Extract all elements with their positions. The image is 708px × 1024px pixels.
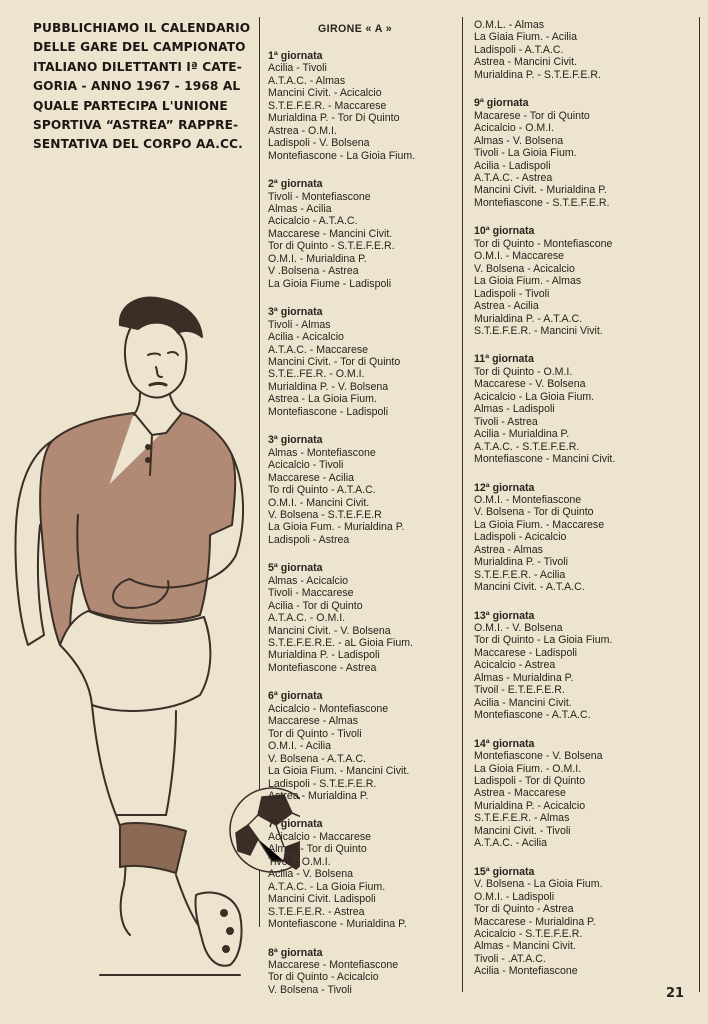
match-line: V. Bolsena - S.T.E.F.E.R [268, 508, 382, 521]
match-line: A.T.A.C. - Almas [268, 74, 346, 87]
match-line: Mancini Civit. - A.T.A.C. [474, 581, 585, 594]
match-line: S.T.E.F.E.R. - Maccarese [268, 99, 387, 112]
match-line: O.M.I. - Mancini Civit. [268, 496, 370, 509]
schedule-column-right [474, 19, 696, 994]
match-line: La Gioia Fum. - Murialdina P. [268, 521, 405, 534]
matchday-title: 13ª giornata [474, 609, 535, 622]
match-line: La Gioia Fium. - Maccarese [474, 518, 605, 531]
match-line: Tor di Quinto - Tivoli [268, 727, 362, 740]
matchday-block [474, 97, 696, 209]
match-line: Murialdina P. - Tivoli [474, 556, 569, 569]
matchday-title: 5ª giornata [268, 562, 323, 575]
match-line: V. Bolsena - Acicalcio [474, 262, 575, 275]
match-line: Murialdina P. - A.T.A.C. [474, 312, 583, 325]
intro-line: GORIA - ANNO 1967 - 1968 AL [33, 79, 241, 94]
match-line: Astrea - Maccarese [474, 787, 566, 800]
matchday-block [268, 306, 458, 418]
match-line: Acicalcio - A.T.A.C. [268, 215, 358, 228]
match-line: A.T.A.C. - S.T.E.F.E.R. [474, 440, 580, 453]
matchday-title: 3ª giornata [268, 306, 323, 319]
match-line: Tor di Quinto - La Gioia Fium. [474, 634, 613, 647]
match-line: Tivoli - Montefiascone [268, 190, 371, 203]
match-line: Maccarese - Ladispoli [474, 646, 578, 659]
match-line: Tor di Quinto - S.T.E.F.E.R. [268, 240, 395, 253]
matchday-block [474, 482, 696, 594]
match-line: Astrea - La Gioia Fium. [268, 393, 377, 406]
match-line: A.T.A.C. - Acilia [474, 837, 547, 850]
match-line: Murialdina P. - Ladispoli [268, 649, 380, 662]
match-line: V. Bolsena - Tor di Quinto [474, 506, 594, 519]
match-line: Acicalcio - O.M.I. [474, 122, 555, 135]
match-line: Mancini Civit. Ladispoli [268, 893, 376, 906]
match-line: Tor di Quinto - Acicalcio [268, 971, 379, 984]
match-line: Acicalcio - Montefiascone [268, 702, 389, 715]
match-line: La Giaia Fium. - Acilia [474, 31, 578, 44]
match-line: Mancini Civit. - Murialdina P. [474, 184, 607, 197]
match-line: Tor di Quinto - O.M.I. [474, 365, 573, 378]
matchday-title: 7ª giornata [268, 818, 323, 831]
match-line: Acicalcio - Astrea [474, 659, 556, 672]
match-line: A.T.A.C. - Maccarese [268, 343, 369, 356]
match-line: S.T.E.F.E.R.E. - aL Gioia Fium. [268, 637, 414, 650]
match-line: Tivoli - Maccarese [268, 587, 354, 600]
match-line: Maccarese - V. Bolsena [474, 378, 586, 391]
match-line: V. Bolsena - La Gioia Fium. [474, 878, 603, 891]
matchday-block [268, 690, 458, 802]
match-line: Ladispoli - Acicalcio [474, 531, 567, 544]
matchday-title: 3ª giornata [268, 434, 323, 447]
match-line: Ladispoli - Tivoli [474, 287, 550, 300]
footballer-illustration [0, 285, 300, 985]
match-line: Tivoli - Astrea [474, 415, 538, 428]
intro-line: SPORTIVA “ASTREA” RAPPRE- [33, 118, 239, 133]
match-line: La Gioia Fium. - Almas [474, 275, 582, 288]
matchday-block [474, 738, 696, 850]
match-line: Montefiascone - A.T.A.C. [474, 709, 591, 722]
match-line: Tivoli - Almas [268, 318, 331, 331]
match-line: Mancini Civit. - Tivoli [474, 824, 571, 837]
column-divider [462, 17, 463, 992]
match-line: Acicalcio - La Gioia Fium. [474, 390, 595, 403]
match-line: O.M.I. - V. Bolsena [474, 622, 563, 635]
match-line: Acilia - Mancini Civit. [474, 696, 572, 709]
matchday-block [268, 434, 458, 546]
match-line: S.T.E.F.E.R. - Astrea [268, 905, 365, 918]
match-line: Macarese - Tor di Quinto [474, 109, 590, 122]
match-line: Tivoli - La Gioia Fium. [474, 147, 577, 160]
matchday-block [474, 866, 696, 978]
match-line: Astrea - Murialdina P. [268, 790, 369, 803]
group-heading: GIRONE « A » [318, 23, 393, 35]
match-line: Montefiascone - S.T.E.F.E.R. [474, 196, 610, 209]
match-line: Almas - Murialdina P. [474, 671, 574, 684]
match-line: Almas - Mancini Civit. [474, 940, 576, 953]
match-line: Almas - V. Bolsena [474, 134, 564, 147]
match-line: Montefiascone - Murialdina P. [268, 918, 407, 931]
match-line: Almas - Ladispoli [474, 403, 555, 416]
match-line: Maccarese - Almas [268, 715, 359, 728]
match-line: Ladispoli - A.T.A.C. [474, 43, 564, 56]
match-line: Acilia - Tivoli [268, 62, 327, 75]
match-line: La Gioia Fiume - Ladispoli [268, 277, 392, 290]
match-line: Tivoli - O.M.I. [268, 855, 331, 868]
match-line: Mancini Civit. - Tor di Quinto [268, 355, 401, 368]
matchday-title: 6ª giornata [268, 690, 323, 703]
schedule-column-left [268, 50, 458, 1012]
match-line: Acilia - Tor di Quinto [268, 599, 363, 612]
matchday-title: 8ª giornata [268, 946, 323, 959]
match-line: Montefiascone - La Gioia Fium. [268, 149, 416, 162]
match-line: Tor di Quinto - Astrea [474, 903, 574, 916]
match-line: Tivoli - .AT.A.C. [474, 952, 546, 965]
column-divider [699, 17, 700, 992]
matchday-block [268, 818, 458, 930]
match-line: Montefiascone - Ladispoli [268, 405, 389, 418]
match-line: Acilia - Montefiascone [474, 965, 578, 978]
match-line: O.M.I. - Ladispoli [474, 890, 555, 903]
matchday-block [268, 50, 458, 162]
matchday-block [268, 562, 458, 674]
match-line: Tivoil - E.T.E.F.E.R. [474, 684, 565, 697]
intro-line: DELLE GARE DEL CAMPIONATO [33, 40, 246, 55]
match-line: Tor di Quinto - Montefiascone [474, 237, 613, 250]
match-line: Maccarese - Acilia [268, 471, 354, 484]
matchday-block [474, 225, 696, 337]
match-line: La Gioia Fium. - O.M.I. [474, 762, 582, 775]
matchday-title: 12ª giornata [474, 481, 535, 494]
matchday-title: 11ª giornata [474, 353, 534, 366]
match-line: Maccarese - Mancini Civit. [268, 227, 393, 240]
match-line: Ladispoli - S.T.E.F.E.R. [268, 777, 377, 790]
match-line: S.T.E..FE.R. - O.M.I. [268, 368, 365, 381]
match-line: Astrea - Almas [474, 543, 543, 556]
match-line: Acicalcio - Tivoli [268, 459, 344, 472]
match-line: Astrea - Mancini Civit. [474, 56, 578, 69]
match-line: Acilia - V. Bolsena [268, 868, 353, 881]
intro-line: PUBBLICHIAMO IL CALENDARIO [33, 21, 251, 35]
match-line: Murialdina P. - V. Bolsena [268, 380, 389, 393]
match-line: Montefiascone - Mancini Civit. [474, 453, 616, 466]
matchday-title: 9ª giornata [474, 97, 529, 110]
match-line: Ladispoli - Astrea [268, 533, 350, 546]
match-line: S.T.E.F.E.R. - Mancini Vivit. [474, 324, 603, 337]
matchday-title: 1ª giornata [268, 50, 323, 62]
match-line: Maccarese - Montefiascone [268, 959, 399, 971]
match-line: Acilia - Acicalcio [268, 331, 344, 344]
match-line: To rdi Quinto - A.T.A.C. [268, 484, 376, 497]
intro-line: ITALIANO DILETTANTI Iª CATE- [33, 59, 242, 74]
match-line: Montefiascone - V. Bolsena [474, 750, 603, 763]
match-line: S.T.E.F.E.R. - Acilia [474, 568, 566, 581]
match-line: V. Bolsena - A.T.A.C. [268, 752, 366, 765]
match-line: Almas - Tor di Quinto [268, 843, 367, 856]
matchday-block [474, 353, 696, 465]
match-line: Acicalcio - Maccarese [268, 830, 372, 843]
matchday-title: 2ª giornata [268, 178, 323, 191]
match-line: Mancini Civit. - V. Bolsena [268, 624, 391, 637]
match-line: A.T.A.C. - O.M.I. [268, 612, 346, 625]
intro-line: QUALE PARTECIPA L'UNIONE [33, 98, 228, 113]
match-line: A.T.A.C. - Astrea [474, 171, 553, 184]
matchday-block [474, 19, 696, 81]
matchday-title: 14ª giornata [474, 737, 535, 750]
match-line: Maccarese - Murialdina P. [474, 915, 596, 928]
matchday-title: 10ª giornata [474, 225, 535, 238]
match-line: S.T.E.F.E.R. - Almas [474, 812, 570, 825]
match-line: Acilia - Murialdina P. [474, 428, 570, 441]
matchday-block [474, 610, 696, 722]
intro-line: SENTATIVA DEL CORPO AA.CC. [33, 137, 243, 152]
match-line: Acilia - Ladispoli [474, 159, 551, 172]
page-number: 21 [666, 986, 685, 1001]
match-line: Montefiascone - Astrea [268, 661, 377, 674]
match-line: Almas - Acilia [268, 202, 332, 215]
matchday-title: 15ª giornata [474, 865, 535, 878]
match-line: Ladispoli - V. Bolsena [268, 137, 370, 150]
match-line: V. Bolsena - Tivoli [268, 983, 352, 996]
match-line: Ladispoli - Tor di Quinto [474, 775, 586, 788]
match-line: Murialdina P. - S.T.E.F.E.R. [474, 68, 601, 81]
match-line: Astrea - Acilia [474, 300, 539, 313]
match-line: O.M.I. - Acilia [268, 740, 331, 753]
match-line: Acicalcio - S.T.E.F.E.R. [474, 928, 583, 940]
matchday-block [268, 178, 458, 290]
match-line: Murialdina P. - Acicalcio [474, 799, 586, 812]
match-line: O.M.L. - Almas [474, 19, 545, 31]
intro-heading [33, 19, 251, 155]
matchday-block [268, 947, 458, 997]
match-line: La Gioia Fium. - Mancini Civit. [268, 765, 410, 778]
match-line: O.M.I. - Montefiascone [474, 493, 582, 506]
match-line: Almas - Montefiascone [268, 446, 376, 459]
match-line: O.M.I. - Maccarese [474, 250, 565, 263]
match-line: Murialdina P. - Tor Di Quinto [268, 112, 400, 125]
match-line: Astrea - O.M.I. [268, 124, 337, 137]
match-line: Almas - Acicalcio [268, 574, 349, 587]
match-line: V .Bolsena - Astrea [268, 265, 359, 278]
match-line: A.T.A.C. - La Gioia Fium. [268, 880, 386, 893]
match-line: O.M.I. - Murialdina P. [268, 252, 367, 265]
match-line: Mancini Civit. - Acicalcio [268, 87, 382, 100]
